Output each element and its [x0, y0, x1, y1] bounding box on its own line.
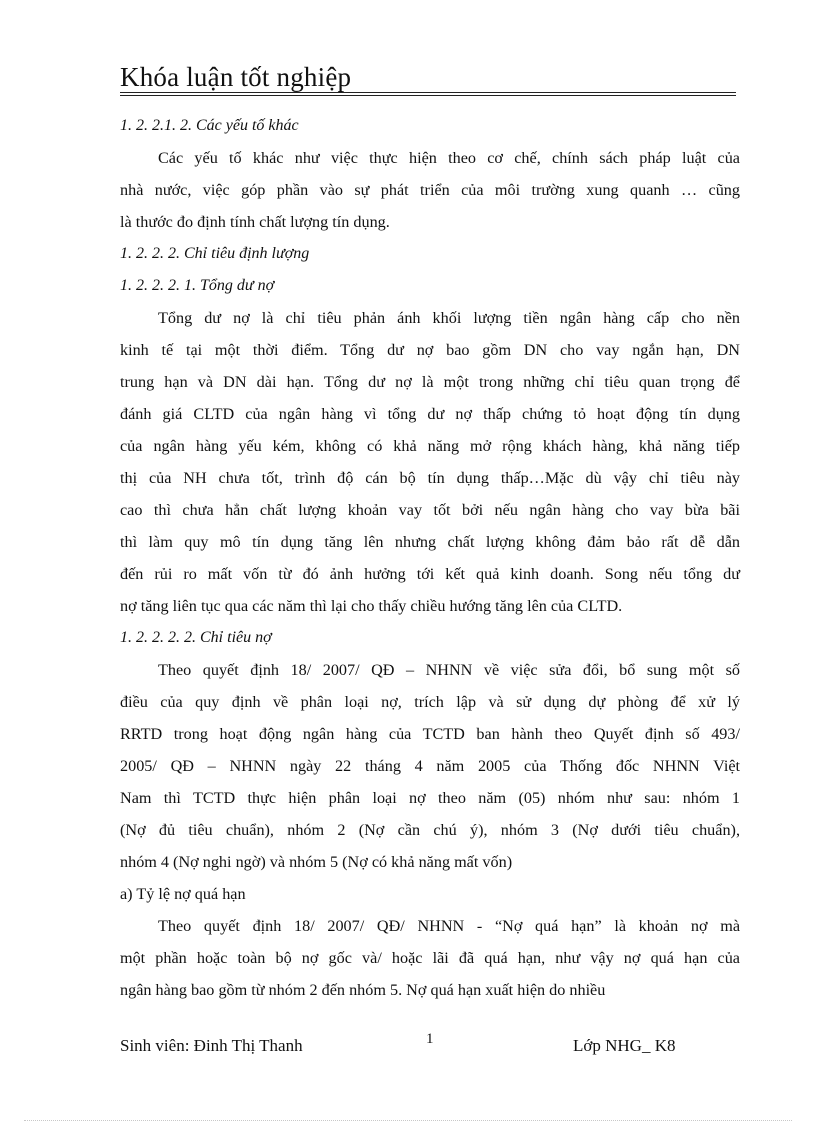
- paragraph-line: đánh giá CLTD của ngân hàng vì tổng dư nợ thấp chứng tỏ hoạt động tín dụng: [120, 405, 740, 423]
- section-heading: 1. 2. 2. 2. Chỉ tiêu định lượng: [120, 245, 310, 262]
- header-divider: [120, 92, 736, 96]
- paragraph-line: nợ tăng liên tục qua các năm thì lại cho thấy chiều hướng tăng lên của CLTD.: [120, 597, 623, 615]
- subsection-heading: a) Tỷ lệ nợ quá hạn: [120, 885, 246, 903]
- paragraph-line: (Nợ đủ tiêu chuẩn), nhóm 2 (Nợ cần chú ý), nhóm 3 (Nợ dưới tiêu chuẩn),: [120, 821, 740, 839]
- document-body: [120, 110, 740, 1006]
- paragraph-line: ngân hàng bao gồm từ nhóm 2 đến nhóm 5. Nợ quá hạn xuất hiện do nhiều: [120, 981, 606, 999]
- paragraph-line: một phần hoặc toàn bộ nợ gốc và/ hoặc lãi đã quá hạn, như vậy nợ quá hạn của: [120, 949, 740, 967]
- paragraph-line: kinh tế tại một thời điểm. Tổng dư nợ bao gồm DN cho vay ngắn hạn, DN: [120, 341, 740, 359]
- footer-class-name: Lớp NHG_ K8: [573, 1036, 676, 1055]
- paragraph-line: Theo quyết định 18/ 2007/ QĐ/ NHNN - “Nợ quá hạn” là khoản nợ mà: [158, 917, 740, 935]
- paragraph-line: của ngân hàng yếu kém, không có khả năng mở rộng khách hàng, khả năng tiếp: [120, 437, 740, 455]
- paragraph-line: thị của NH chưa tốt, trình độ cán bộ tín dụng thấp…Mặc dù vậy chỉ tiêu này: [120, 469, 740, 487]
- section-heading: 1. 2. 2.1. 2. Các yếu tố khác: [120, 117, 299, 134]
- section-heading: 1. 2. 2. 2. 2. Chỉ tiêu nợ: [120, 629, 272, 646]
- paragraph-line: đến rủi ro mất vốn từ đó ảnh hưởng tới kết quả kinh doanh. Song nếu tổng dư: [120, 565, 740, 583]
- paragraph-line: điều của quy định về phân loại nợ, trích lập và sử dụng dự phòng để xử lý: [120, 693, 740, 711]
- paragraph-line: Các yếu tố khác như việc thực hiện theo cơ chế, chính sách pháp luật của: [158, 149, 740, 167]
- paragraph-line: 2005/ QĐ – NHNN ngày 22 tháng 4 năm 2005 của Thống đốc NHNN Việt: [120, 757, 740, 775]
- footer-student-name: Sinh viên: Đinh Thị Thanh: [120, 1036, 303, 1055]
- paragraph-line: cao thì chưa hẳn chất lượng khoản vay tốt bởi nếu ngân hàng cho vay bừa bãi: [120, 501, 740, 519]
- page-bottom-edge: [24, 1120, 792, 1121]
- paragraph-line: là thước đo định tính chất lượng tín dụng.: [120, 213, 390, 231]
- paragraph-line: thì làm quy mô tín dụng tăng lên nhưng chất lượng không đảm bảo rất dễ dẫn: [120, 533, 740, 551]
- paragraph-line: Theo quyết định 18/ 2007/ QĐ – NHNN về việc sửa đổi, bổ sung một số: [158, 661, 740, 679]
- footer-page-number: 1: [426, 1031, 434, 1047]
- paragraph-line: Nam thì TCTD thực hiện phân loại nợ theo năm (05) nhóm như sau: nhóm 1: [120, 789, 740, 807]
- paragraph-line: nhà nước, việc góp phần vào sự phát triển của môi trường xung quanh … cũng: [120, 181, 740, 199]
- paragraph-line: Tổng dư nợ là chỉ tiêu phản ánh khối lượng tiền ngân hàng cấp cho nền: [158, 309, 740, 327]
- paragraph-line: trung hạn và DN dài hạn. Tổng dư nợ là một trong những chỉ tiêu quan trọng để: [120, 373, 740, 391]
- section-heading: 1. 2. 2. 2. 1. Tổng dư nợ: [120, 277, 275, 294]
- paragraph-line: nhóm 4 (Nợ nghi ngờ) và nhóm 5 (Nợ có khả năng mất vốn): [120, 853, 513, 871]
- paragraph-line: RRTD trong hoạt động ngân hàng của TCTD ban hành theo Quyết định số 493/: [120, 725, 740, 743]
- page-header-title: Khóa luận tốt nghiệp: [120, 62, 352, 92]
